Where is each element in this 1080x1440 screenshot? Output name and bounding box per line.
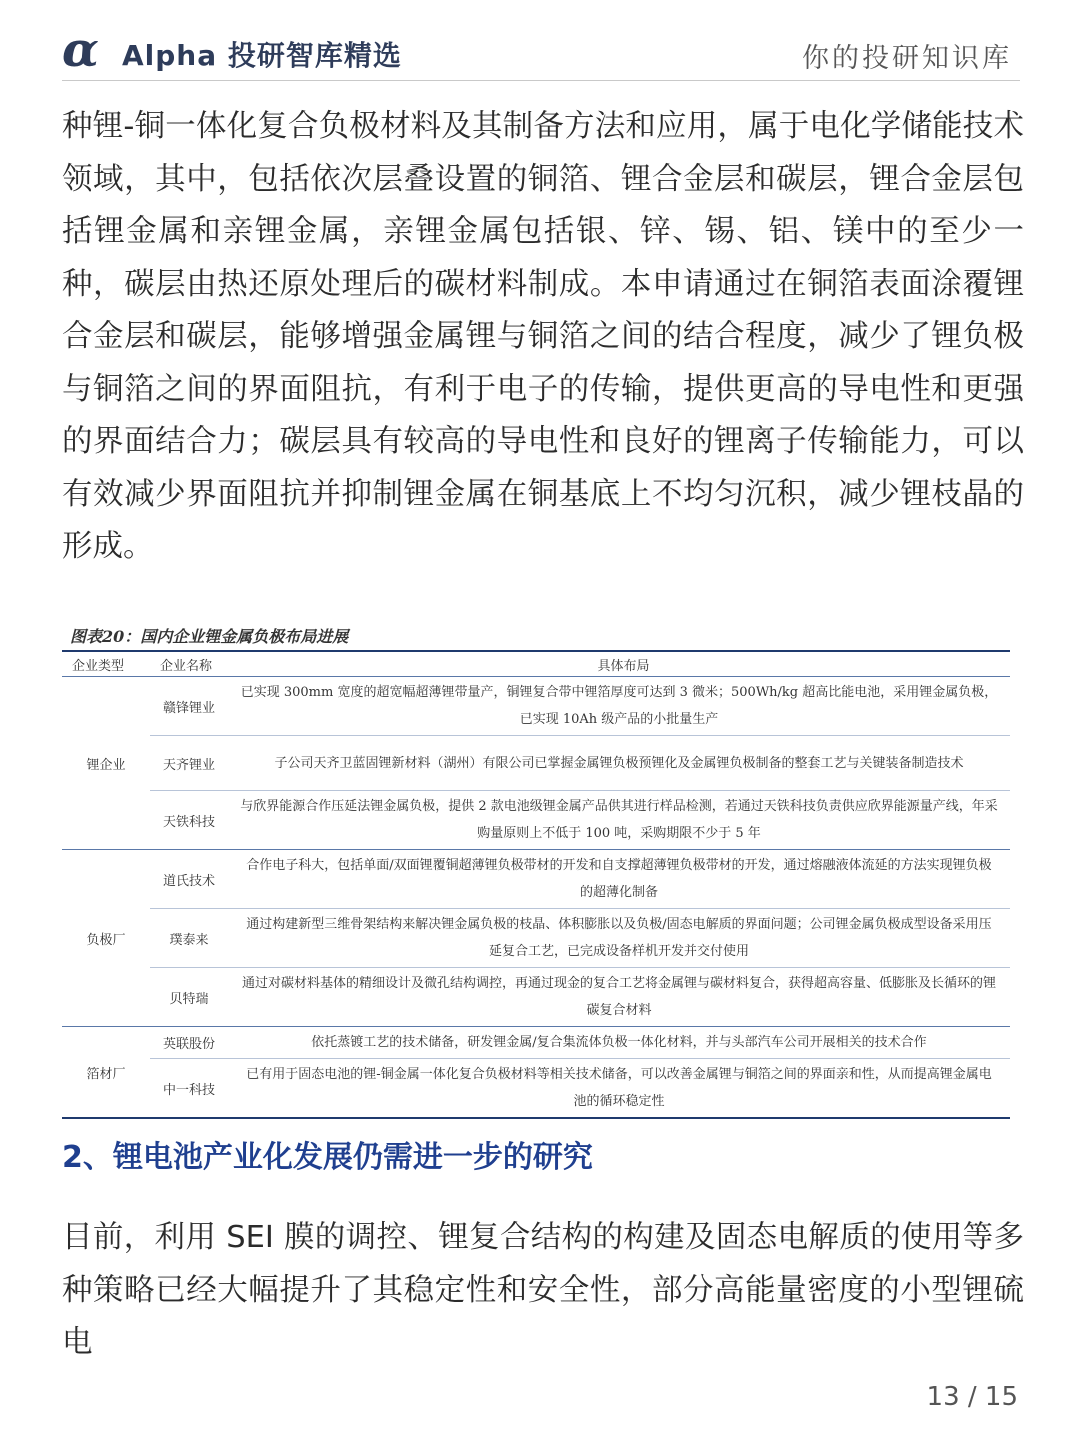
- detail-cell: 通过对碳材料基体的精细设计及微孔结构调控，再通过现金的复合工艺将金属锂与碳材料复合，获得超高容量、低膨胀及长循环的锂碳复合材料: [228, 968, 1010, 1027]
- name-cell: 中一科技: [150, 1059, 228, 1119]
- detail-cell: 依托蒸镀工艺的技术储备，研发锂金属/复合集流体负极一体化材料，并与头部汽车公司开展相关的技术合作: [228, 1027, 1010, 1059]
- table-row: [62, 1059, 1010, 1119]
- detail-cell: 通过构建新型三维骨架结构来解决锂金属负极的枝晶、体积膨胀以及负极/固态电解质的界面问题；公司锂金属负极成型设备采用压延复合工艺，已完成设备样机开发并交付使用: [228, 909, 1010, 968]
- detail-cell: 已实现 300mm 宽度的超宽幅超薄锂带量产，铜锂复合带中锂箔厚度可达到 3 微米；500Wh/kg 超高比能电池，采用锂金属负极，已实现 10Ah 级产品的小批量生产: [228, 677, 1010, 736]
- name-cell: 道氏技术: [150, 850, 228, 909]
- detail-cell: 与欣界能源合作压延法锂金属负极，提供 2 款电池级锂金属产品供其进行样品检测，若通过天铁科技负责供应欣界能源量产线，年采购量原则上不低于 100 吨，采购期限不少于 5 年: [228, 791, 1010, 850]
- name-cell: 天铁科技: [150, 791, 228, 850]
- header-name: 企业名称: [160, 658, 213, 674]
- brand-title: Alpha 投研智库精选: [122, 39, 402, 72]
- page-indicator: 13 / 15: [926, 1382, 1018, 1412]
- table-row: [62, 909, 1010, 968]
- type-cell: 箔材厂: [62, 1027, 150, 1119]
- name-cell: 璞泰来: [150, 909, 228, 968]
- table-row: [62, 791, 1010, 850]
- detail-cell: 已有用于固态电池的锂-铜金属一体化复合负极材料等相关技术储备，可以改善金属锂与铜箔之间的界面亲和性，从而提高锂金属电池的循环稳定性: [228, 1059, 1010, 1119]
- header-type: 企业类型: [72, 658, 125, 674]
- table-row: [62, 736, 1010, 791]
- type-cell: 锂企业: [62, 677, 150, 850]
- figure-20: [62, 624, 1012, 1119]
- name-cell: 英联股份: [150, 1027, 228, 1059]
- layout-table: [62, 650, 1010, 1119]
- table-row: [62, 677, 1010, 736]
- table-row: [62, 968, 1010, 1027]
- section-heading: 2、锂电池产业化发展仍需进一步的研究: [62, 1140, 593, 1175]
- page-header: [62, 22, 1020, 81]
- header-tagline: 你的投研知识库: [802, 43, 1012, 74]
- type-cell: 负极厂: [62, 850, 150, 1027]
- name-cell: 赣锋锂业: [150, 677, 228, 736]
- table-row: [62, 1027, 1010, 1059]
- body-paragraph-1: 种锂-铜一体化复合负极材料及其制备方法和应用，属于电化学储能技术领域，其中，包括依次层叠设置的铜箔、锂合金层和碳层，锂合金层包括锂金属和亲锂金属，亲锂金属包括银、锌、锡、铝、镁中的至少一种，碳层由热还原处理后的碳材料制成。本申请通过在铜箔表面涂覆锂合金层和碳层，能够增强金属锂与铜箔之间的结合程度，减少了锂负极与铜箔之间的界面阻抗，有利于电子的传输，提供更高的导电性和更强的界面结合力；碳层具有较高的导电性和良好的锂离子传输能力，可以有效减少界面阻抗并抑制锂金属在铜基底上不均匀沉积，减少锂枝晶的形成。: [62, 109, 1024, 564]
- header-detail: 具体布局: [597, 658, 650, 674]
- detail-cell: 子公司天齐卫蓝固锂新材料（湖州）有限公司已掌握金属锂负极预锂化及金属锂负极制备的整套工艺与关键装备制造技术: [228, 736, 1010, 791]
- name-cell: 贝特瑞: [150, 968, 228, 1027]
- body-paragraph-2: 目前，利用 SEI 膜的调控、锂复合结构的构建及固态电解质的使用等多种策略已经大幅提升了其稳定性和安全性，部分高能量密度的小型锂硫电: [62, 1220, 1024, 1360]
- alpha-logo-icon: α: [62, 22, 99, 78]
- table-row: [62, 850, 1010, 909]
- detail-cell: 合作电子科大，包括单面/双面锂覆铜超薄锂负极带材的开发和自支撑超薄锂负极带材的开发，通过熔融液体流延的方法实现锂负极的超薄化制备: [228, 850, 1010, 909]
- name-cell: 天齐锂业: [150, 736, 228, 791]
- figure-title: 图表20：国内企业锂金属负极布局进展: [70, 627, 349, 646]
- table-header-row: [62, 651, 1010, 677]
